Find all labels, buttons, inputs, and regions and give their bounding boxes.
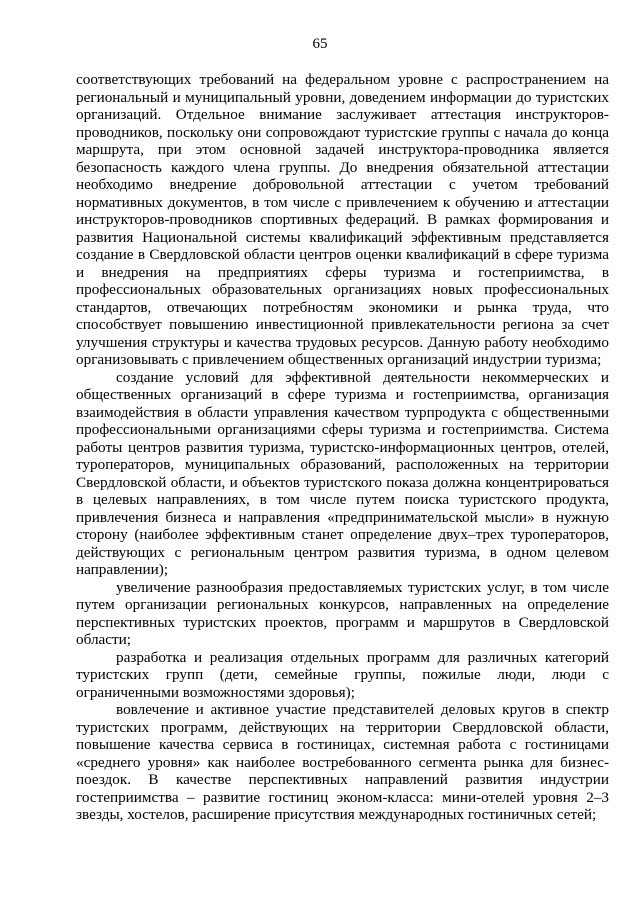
paragraph-1: соответствующих требований на федеральном уровне с распространением на региональный и муниципальный уровни, доведением информации до туристских организаций. Отдельное внимание заслуживает аттестация инструкторов-проводников, поскольку они сопровождают туристские группы с начала до конца маршрута, при этом основной задачей инструктора-проводника является безопасность каждого члена группы. До внедрения обязательной аттестации необходимо внедрение добровольной аттестации с учетом требований нормативных документов, в том числе с привлечением к обучению и аттестации инструкторов-проводников спортивных федераций. В рамках формирования и развития Национальной системы квалификаций эффективным представляется создание в Свердловской области центров оценки квалификаций в сфере туризма и внедрения на предприятиях сферы туризма и гостеприимства, в профессиональных образовательных организациях новых профессиональных стандартов, отвечающих потребностям экономики и рынка труда, что способствует повышению инвестиционной привлекательности региона за счет улучшения структуры и качества трудовых ресурсов. Данную работу необходимо организовывать с привлечением общественных организаций индустрии туризма; — [76, 71, 609, 368]
paragraph-4: разработка и реализация отдельных программ для различных категорий туристских групп (дети, семейные группы, пожилые люди, люди с ограниченными возможностями здоровья); — [76, 648, 609, 701]
body-text — [76, 71, 609, 824]
paragraph-5: вовлечение и активное участие представителей деловых кругов в спектр туристских программ, действующих на территории Свердловской области, повышение качества сервиса в гостиницах, системная работа с гостиницами «среднего уровня» как наиболее востребованного сегмента рынка для бизнес-поездок. В качестве перспективных направлений развития индустрии гостеприимства – развитие гостиниц эконом-класса: мини-отелей уровня 2–3 звезды, хостелов, расширение присутствия международных гостиничных сетей; — [76, 701, 609, 823]
page-number: 65 — [312, 36, 328, 52]
paragraph-3: увеличение разнообразия предоставляемых туристских услуг, в том числе путем организации региональных конкурсов, направленных на определение перспективных туристских проектов, программ и маршрутов в Свердловской области; — [76, 578, 609, 648]
paragraph-2: создание условий для эффективной деятельности некоммерческих и общественных организаций в сфере туризма и гостеприимства, организация взаимодействия в области управления качеством турпродукта с общественными профессиональными организациями сферы туризма и гостеприимства. Система работы центров развития туризма, туристско-информационных центров, отелей, туроператоров, муниципальных образований, расположенных на территории Свердловской области, и объектов туристского показа должна концентрироваться в целевых направлениях, в том числе путем поиска туристского продукта, привлечения бизнеса и направления «предпринимательской мысли» в нужную сторону (наиболее эффективным станет определение двух–трех туроператоров, действующих с региональным центром развития туризма, в одном целевом направлении); — [76, 368, 609, 578]
